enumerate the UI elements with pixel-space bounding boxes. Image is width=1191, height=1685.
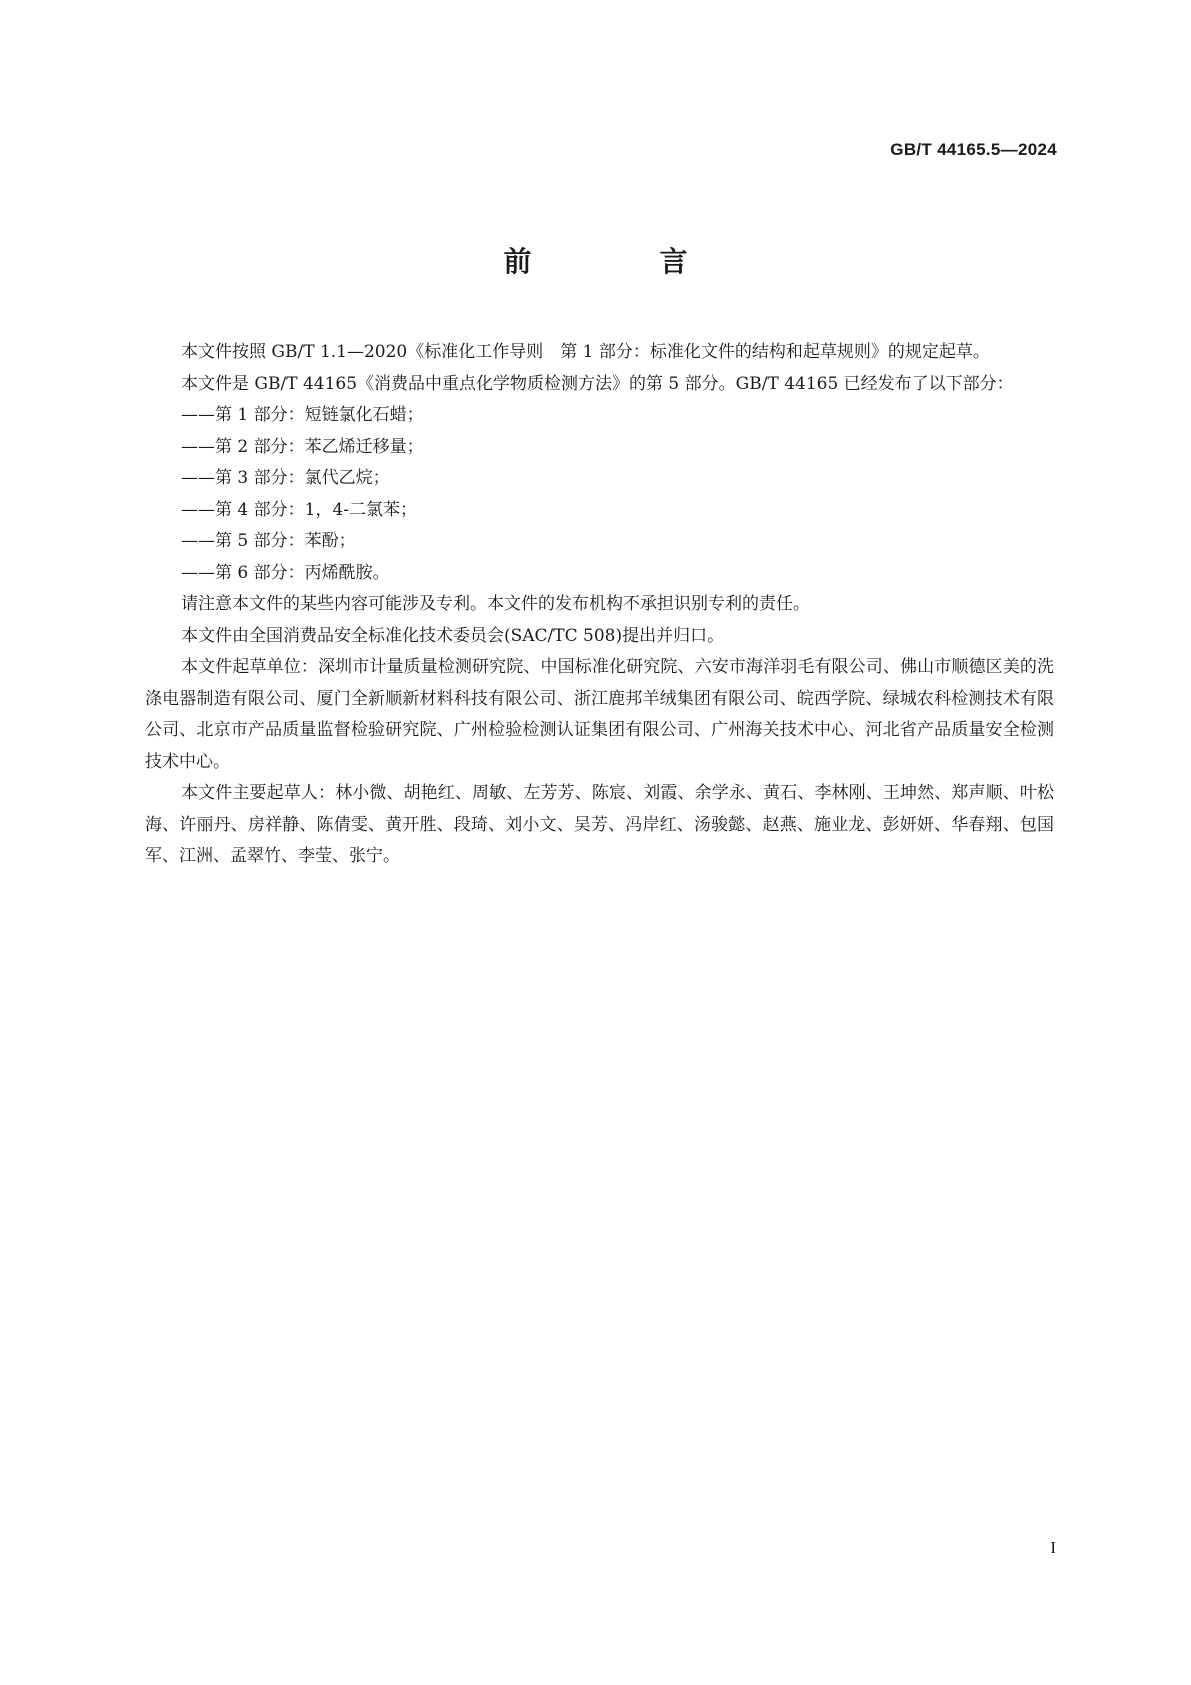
paragraph-patent-notice: 请注意本文件的某些内容可能涉及专利。本文件的发布机构不承担识别专利的责任。 bbox=[181, 594, 810, 614]
list-item-part-3: ——第 3 部分：氯代乙烷； bbox=[181, 468, 390, 488]
paragraph-drafting-units: 本文件起草单位：深圳市计量质量检测研究院、中国标准化研究院、六安市海洋羽毛有限公司、佛山市顺德区美的洗涤电器制造有限公司、厦门全新顺新材料科技有限公司、浙江鹿邦羊绒集团有限公司、皖西学院、绿城农科检测技术有限公司、北京市产品质量监督检验研究院、广州检验检测认证集团有限公司、广州海关技术中心、河北省产品质量安全检测技术中心。 bbox=[145, 657, 1054, 772]
paragraph-drafting-rules: 本文件按照 GB/T 1.1—2020《标准化工作导则 第 1 部分：标准化文件的结构和起草规则》的规定起草。 bbox=[181, 342, 990, 362]
list-item-part-1: ——第 1 部分：短链氯化石蜡； bbox=[181, 405, 424, 425]
list-item-part-2: ——第 2 部分：苯乙烯迁移量； bbox=[181, 436, 424, 457]
list-item-part-5: ——第 5 部分：苯酚； bbox=[181, 531, 356, 551]
document-id: GB/T 44165.5—2024 bbox=[890, 140, 1057, 159]
paragraph-series-intro: 本文件是 GB/T 44165《消费品中重点化学物质检测方法》的第 5 部分。GB/T 44165 已经发布了以下部分： bbox=[181, 373, 1014, 394]
list-item-part-4: ——第 4 部分：1，4-二氯苯； bbox=[181, 499, 417, 520]
page-number: I bbox=[1050, 1538, 1056, 1557]
paragraph-committee: 本文件由全国消费品安全标准化技术委员会(SAC/TC 508)提出并归口。 bbox=[181, 625, 725, 646]
paragraph-drafters: 本文件主要起草人：林小微、胡艳红、周敏、左芳芳、陈宸、刘霞、余学永、黄石、李林刚、王坤然、郑声顺、叶松海、许丽丹、房祥静、陈倩雯、黄开胜、段琦、刘小文、吴芳、冯岸红、汤骏懿、赵燕、施业龙、彭妍妍、华春翔、包国军、江洲、孟翠竹、李莹、张宁。 bbox=[145, 783, 1054, 866]
foreword-body bbox=[145, 337, 1054, 873]
list-item-part-6: ——第 6 部分：丙烯酰胺。 bbox=[181, 562, 390, 583]
page-title: 前 言 bbox=[503, 245, 738, 278]
